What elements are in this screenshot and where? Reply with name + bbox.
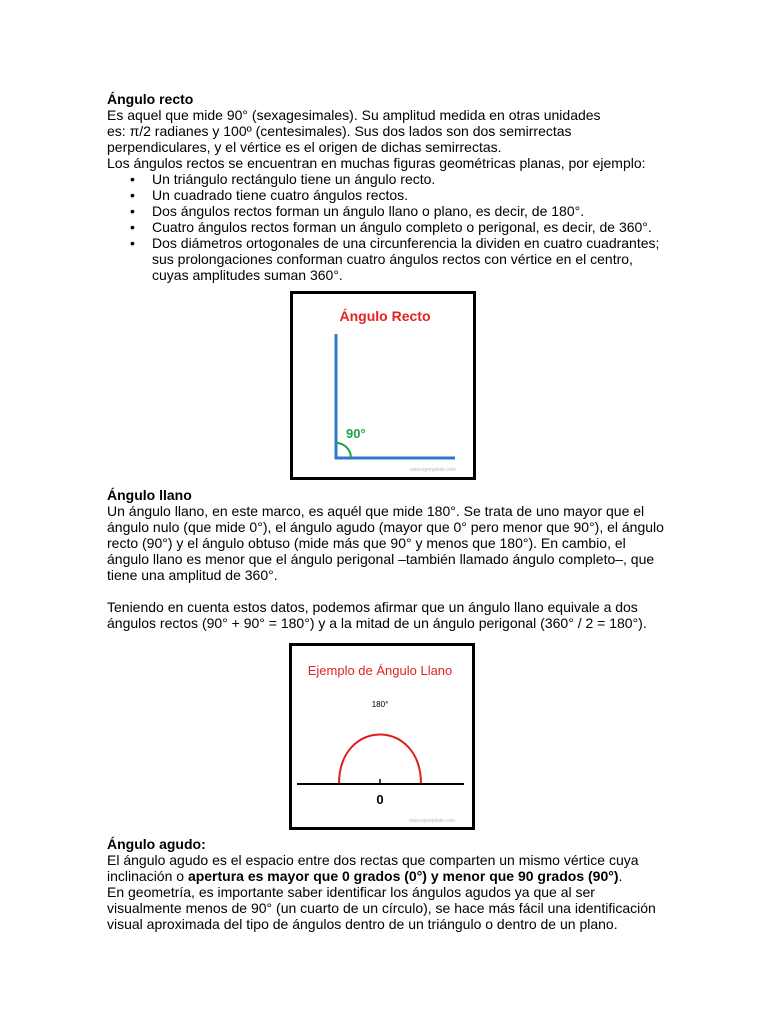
semicircle-arc [339,735,421,785]
heading-angulo-llano: Ángulo llano [107,487,192,503]
llano-line-2: ángulo nulo (que mide 0°), el ángulo agudo (mayor que 0° pero menor que 90°), el ángulo [107,519,664,535]
recto-line-2: es: π/2 radianes y 100º (centesimales). Sus dos lados son dos semirrectas [107,123,572,139]
heading-angulo-agudo: Ángulo agudo: [107,836,206,852]
list-item-text: Un cuadrado tiene cuatro ángulos rectos. [152,187,409,203]
watermark: www.ejemplode.com [410,467,456,473]
agudo-line-5: visual aproximada del tipo de ángulos dentro de un triángulo o dentro de un plano. [107,916,618,932]
right-angle-diagram [293,294,473,477]
agudo-line-2 [107,868,667,884]
list-item [152,187,667,203]
list-item-text: • Dos diámetros ortogonales de una circunferencia la dividen en cuatro cuadrantes; [152,235,660,251]
agudo-line-2-post: . [618,868,623,884]
list-item-text: Dos ángulos rectos forman un ángulo llano o plano, es decir, de 180°. [152,203,585,219]
llano-line-6: Teniendo en cuenta estos datos, podemos afirmar que un ángulo llano equivale a dos [107,599,638,615]
heading-angulo-recto: Ángulo recto [107,91,194,107]
list-item [152,203,667,219]
list-item [152,219,667,235]
agudo-line-2-pre: inclinación o [107,868,188,884]
figure-right-angle [290,291,476,480]
watermark: www.ejemplode.com [409,818,455,824]
list-item [152,171,667,187]
llano-line-3: recto (90°) y el ángulo obtuso (mide más que 90° y menos que 180°). En cambio, el [107,535,626,551]
examples-list [107,171,667,283]
recto-line-4: Los ángulos rectos se encuentran en muchas figuras geométricas planas, por ejemplo: [107,155,646,171]
figure-title: Ejemplo de Ángulo Llano [307,663,453,678]
llano-line-5: tiene una amplitud de 360°. [107,567,278,583]
agudo-line-4: visualmente menos de 90° (un cuarto de un círculo), se hace más fácil una identificación [107,900,656,916]
agudo-line-1: El ángulo agudo es el espacio entre dos rectas que comparten un mismo vértice cuya [107,852,639,868]
figure-title: Ángulo Recto [339,308,431,324]
zero-label: 0 [376,792,384,807]
list-item-text: Un triángulo rectángulo tiene un ángulo recto. [152,171,436,187]
figure-straight-angle [289,643,475,830]
list-item-text: sus prolongaciones conforman cuatro ángulos rectos con vértice en el centro, [152,251,633,267]
llano-line-1: Un ángulo llano, en este marco, es aquél que mide 180°. Se trata de uno mayor que el [107,503,645,519]
document-page [107,91,667,932]
list-item-text: Cuatro ángulos rectos forman un ángulo completo o perigonal, es decir, de 360°. [152,219,652,235]
recto-line-1: Es aquel que mide 90° (sexagesimales). Su amplitud medida en otras unidades [107,107,601,123]
llano-line-4: ángulo llano es menor que el ángulo perigonal –también llamado ángulo completo–, que [107,551,655,567]
list-item-text: cuyas amplitudes suman 360°. [152,267,343,283]
angle-arc [336,443,351,458]
angle-label: 180° [371,700,389,709]
recto-line-3: perpendiculares, y el vértice es el origen de dichas semirrectas. [107,139,502,155]
list-item [152,235,667,283]
agudo-line-2-bold: apertura es mayor que 0 grados (0°) y menor que 90 grados (90°) [187,868,619,884]
agudo-line-3: En geometría, es importante saber identificar los ángulos agudos ya que al ser [107,884,595,900]
angle-label: 90° [346,426,366,441]
llano-line-7: ángulos rectos (90° + 90° = 180°) y a la mitad de un ángulo perigonal (360° / 2 = 180°). [107,615,647,631]
straight-angle-diagram [292,646,472,827]
